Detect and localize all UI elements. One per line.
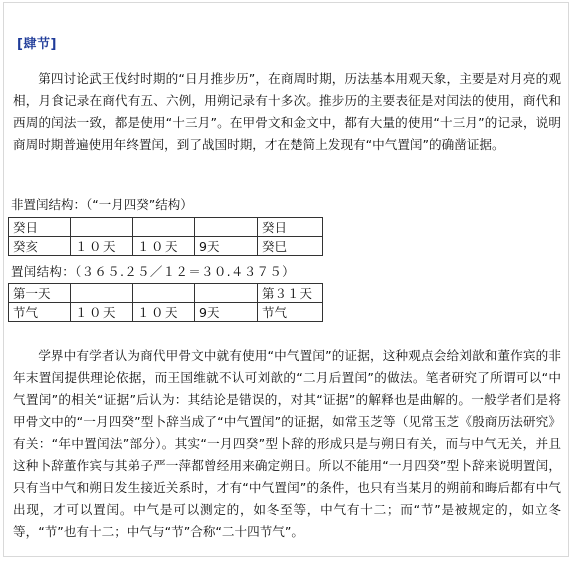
table-row [9, 237, 323, 256]
table-cell: １０天 [133, 303, 195, 322]
table-cell [71, 218, 133, 237]
table-2-caption: 置闰结构：（３６５.２５／１２＝３０.４３７５） [11, 264, 295, 279]
paragraph-intro: 第四讨论武王伐纣时期的“日月推步历”，在商周时期，历法基本用观天象，主要是对月亮的观相，月食记录在商代有五、六例，用朔记录有十多次。推步历的主要表征是对闰法的使用，商代和西周的闰法一致，都是使用“十三月”。在甲骨文和金文中，都有大量的使用“十三月”的记录，说明商周时期普遍使用年终置闰，到了战国时期，才在楚简上发现有“中气置闰”的确凿证据。 [13, 71, 561, 152]
table-cell: １０天 [71, 303, 133, 322]
table-cell [133, 284, 195, 303]
leap-structure-table [8, 283, 323, 322]
table-cell [133, 218, 195, 237]
table-cell: 癸亥 [9, 237, 71, 256]
table-cell [195, 284, 258, 303]
table-cell: 第３１天 [258, 284, 323, 303]
table-cell: 癸巳 [258, 237, 323, 256]
table-row [9, 218, 323, 237]
table-cell: 9天 [195, 237, 258, 256]
table-cell [195, 218, 258, 237]
non-leap-structure-table [8, 217, 323, 256]
table-1-caption: 非置闰结构：（“一月四癸”结构） [11, 197, 193, 212]
table-cell: １０天 [71, 237, 133, 256]
paragraph-discussion: 学界中有学者认为商代甲骨文中就有使用“中气置闰”的证据，这种观点会给刘歆和董作宾的非年末置闰提供理论依据，而王国维就不认可刘歆的“二月后置闰”的做法。笔者研究了所谓可以“中气置闰”的相关“证据”后认为：其结论是错误的，对其“证据”的解释也是曲解的。一般学者们是将甲骨文中的“一月四癸”型卜辞当成了“中气置闰”的证据，如常玉芝等（见常玉芝《殷商历法研究》有关：“年中置闰法”部分）。其实“一月四癸”型卜辞的形成只是与朔日有关，而与中气无关，并且这种卜辞董作宾与其弟子严一萍都曾经用来确定朔日。所以不能用“一月四癸”型卜辞来说明置闰，只有当中气和朔日发生接近关系时，才有“中气置闰”的条件，也只有当某月的朔前和晦后都有中气出现，才可以置闰。中气是可以测定的，如冬至等，中气有十二；而“节”是被规定的，如立冬等，“节”也有十二；中气与“节”合称“二十四节气”。 [13, 348, 561, 539]
table-cell: 9天 [195, 303, 258, 322]
table-cell [71, 284, 133, 303]
table-cell: 节气 [9, 303, 71, 322]
table-cell: 第一天 [9, 284, 71, 303]
table-cell: 癸日 [258, 218, 323, 237]
table-cell: 癸日 [9, 218, 71, 237]
table-cell: １０天 [133, 237, 195, 256]
table-row [9, 284, 323, 303]
section-heading: [肆节] [17, 37, 57, 52]
table-row [9, 303, 323, 322]
table-cell: 节气 [258, 303, 323, 322]
